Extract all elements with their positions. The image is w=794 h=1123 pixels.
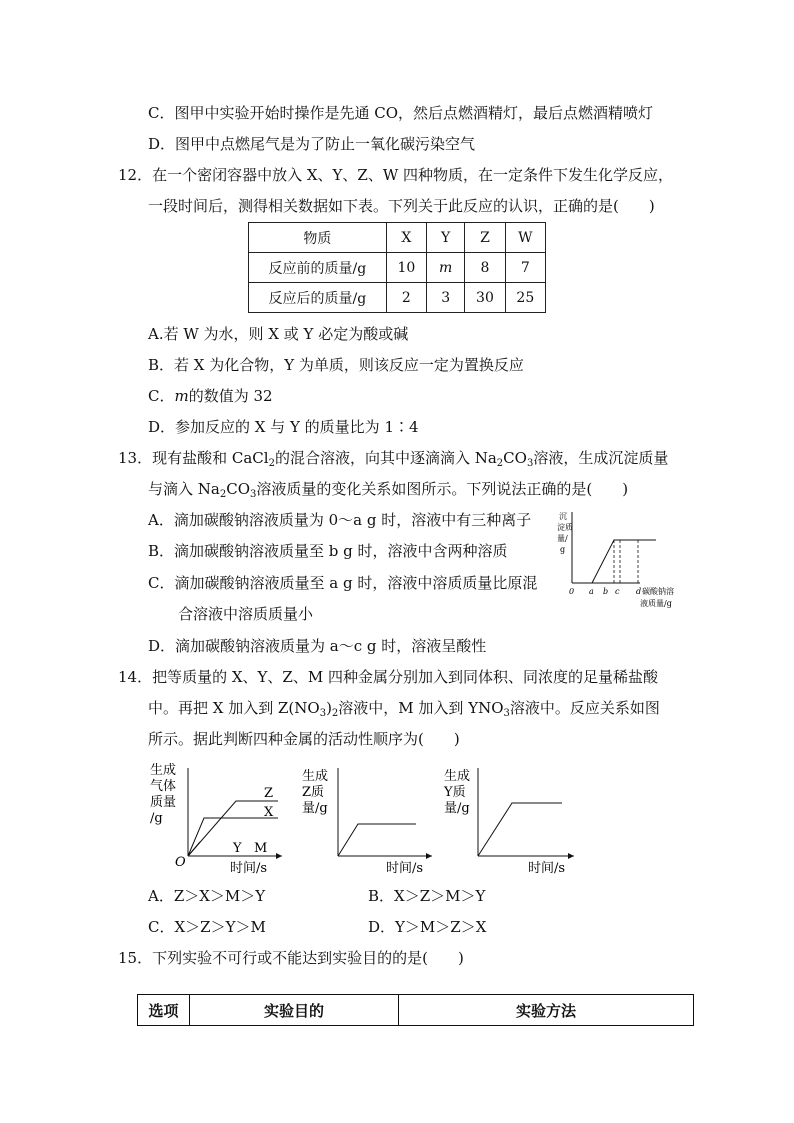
tick-label: c (615, 587, 620, 596)
q13-option-b: B．滴加碳酸钠溶液质量至 b g 时，溶液中含两种溶质 (148, 542, 508, 560)
table-header-cell: 选项 (138, 995, 190, 1026)
q13-stem-line2 (148, 479, 628, 505)
curve-label-y: Y (233, 841, 242, 856)
table-header-row (249, 223, 546, 253)
option-text: 的数值为 32 (188, 387, 273, 405)
subscript: 2 (331, 708, 339, 719)
q14-gas-mass-graph (140, 760, 288, 875)
curve-label-m: M (254, 841, 268, 856)
q12-option-b: B．若 X 为化合物，Y 为单质，则该反应一定为置换反应 (148, 356, 524, 374)
tick-label: a (589, 587, 594, 596)
q12-option-c (148, 386, 273, 406)
text: CO (226, 480, 250, 498)
q14-option-a: A．Z＞X＞M＞Y (148, 887, 266, 905)
q15-experiment-table (137, 994, 694, 1026)
subscript: 2 (268, 458, 275, 469)
x-axis-label: 时间/s (230, 861, 268, 875)
y-axis-label: 量/g (444, 801, 470, 816)
q12-stem-line2: 一段时间后，测得相关数据如下表。下列关于此反应的认识，正确的是( ) (148, 197, 655, 215)
q14-stem-line1: 14．把等质量的 X、Y、Z、M 四种金属分别加入到同体积、同浓度的足量稀盐酸 (118, 668, 658, 686)
text: 溶液中。反应关系如图 (509, 699, 660, 717)
table-row (249, 253, 546, 283)
y-axis-label: /g (150, 811, 163, 826)
q14-option-d: D．Y＞M＞Z＞X (368, 918, 487, 936)
q13-option-a: A．滴加碳酸钠溶液质量为 0～a g 时，溶液中有三种离子 (148, 511, 532, 529)
curve-label-z: Z (264, 786, 274, 801)
table-cell: 7 (505, 253, 545, 283)
table-cell: 30 (465, 283, 505, 313)
variable-m: m (174, 387, 189, 405)
tick-label: 0 (569, 587, 575, 596)
table-header-cell: W (505, 223, 545, 253)
q12-option-d: D．参加反应的 X 与 Y 的质量比为 1∶4 (148, 418, 419, 436)
subscript: 2 (496, 458, 504, 469)
text: 与滴入 Na (148, 480, 220, 498)
y-axis-label: 生成 (302, 769, 329, 784)
text: CO (503, 449, 527, 467)
table-cell: 10 (386, 253, 426, 283)
table-cell: 3 (427, 283, 465, 313)
q14-option-c: C．X＞Z＞Y＞M (148, 918, 266, 936)
q13-option-d: D．滴加碳酸钠溶液质量为 a～c g 时，溶液呈酸性 (148, 637, 487, 655)
table-header-cell: 实验方法 (399, 995, 694, 1026)
table-cell: 反应前的质量/g (249, 253, 387, 283)
text: 溶液，生成沉淀质量 (533, 449, 669, 467)
q13-stem-line1 (118, 448, 668, 474)
subscript: 3 (503, 708, 510, 719)
tick-label: d (636, 587, 642, 596)
curve-origin (188, 842, 200, 856)
text: 溶液质量的变化关系如图所示。下列说法正确的是( ) (256, 480, 629, 498)
option-prefix: C． (148, 387, 175, 405)
table-cell: 反应后的质量/g (249, 283, 387, 313)
q14-stem-line2 (148, 698, 660, 724)
x-axis-arrow (568, 853, 574, 859)
table-header-cell: X (386, 223, 426, 253)
table-header-cell: 物质 (249, 223, 387, 253)
table-row (249, 283, 546, 313)
x-axis-arrow (276, 853, 282, 859)
x-axis-label: 时间/s (528, 861, 566, 875)
origin-label: O (175, 855, 186, 870)
precipitate-curve (592, 540, 656, 583)
table-cell: 2 (386, 283, 426, 313)
q14-z-mass-graph (300, 760, 435, 875)
q14-stem-line3: 所示。据此判断四种金属的活动性顺序为( ) (148, 730, 460, 748)
table-header-cell: Y (427, 223, 465, 253)
table-header-cell: Z (465, 223, 505, 253)
q12-stem-line1: 12．在一个密闭容器中放入 X、Y、Z、W 四种物质，在一定条件下发生化学反应， (118, 166, 674, 184)
x-axis-label: 时间/s (386, 861, 424, 875)
curve-label-x: X (264, 805, 274, 820)
y-axis-label: 沉 (559, 512, 567, 521)
y-axis-label: 生成 (444, 769, 471, 784)
y-axis-label: Y质 (444, 785, 466, 800)
y-axis-label: 量/ (557, 534, 568, 543)
text: ) (326, 699, 332, 717)
y-axis-label: 气体 (150, 779, 177, 794)
q14-option-b: B．X＞Z＞M＞Y (368, 887, 486, 905)
x-axis-label: 碳酸钠溶 (642, 587, 674, 596)
text: 中。再把 X 加入到 Z(NO (148, 699, 320, 717)
table-header-row (138, 995, 694, 1026)
q11-option-c: C．图甲中实验开始时操作是先通 CO，然后点燃酒精灯，最后点燃酒精喷灯 (148, 104, 654, 122)
x-axis-label: 液质量/g (640, 599, 672, 608)
q13-option-c-line2: 合溶液中溶质质量小 (178, 605, 314, 623)
y-axis-label: g (560, 545, 566, 554)
subscript: 3 (526, 458, 534, 469)
table-header-cell: 实验目的 (190, 995, 399, 1026)
table-cell: 25 (505, 283, 545, 313)
y-axis-label: 量/g (302, 801, 328, 816)
tick-label: b (603, 587, 609, 596)
q13-precipitate-graph (556, 510, 686, 615)
table-cell: 8 (465, 253, 505, 283)
q14-y-mass-graph (440, 760, 580, 875)
q12-option-a: A.若 W 为水，则 X 或 Y 必定为酸或碱 (148, 325, 409, 343)
x-axis-arrow (426, 853, 432, 859)
text: 的混合溶液，向其中逐滴滴入 Na (274, 449, 497, 467)
y-axis-label: 淀质 (557, 523, 573, 532)
y-axis-label: 生成 (150, 763, 177, 778)
q15-stem: 15．下列实验不可行或不能达到实验目的的是( ) (118, 949, 464, 967)
q11-option-d: D．图甲中点燃尾气是为了防止一氧化碳污染空气 (148, 135, 476, 153)
z-mass-curve (338, 824, 416, 856)
subscript: 3 (250, 489, 257, 500)
text: 13．现有盐酸和 CaCl (118, 449, 269, 467)
subscript: 2 (219, 489, 227, 500)
table-cell: m (427, 253, 465, 283)
y-mass-curve (478, 803, 562, 856)
y-axis-label: Z质 (302, 785, 325, 800)
q12-data-table (248, 222, 546, 313)
subscript: 3 (319, 708, 327, 719)
y-axis-label: 质量 (150, 795, 177, 810)
q13-option-c-line1: C．滴加碳酸钠溶液质量至 a g 时，溶液中溶质质量比原混 (148, 574, 538, 592)
text: 溶液中，M 加入到 YNO (338, 699, 504, 717)
